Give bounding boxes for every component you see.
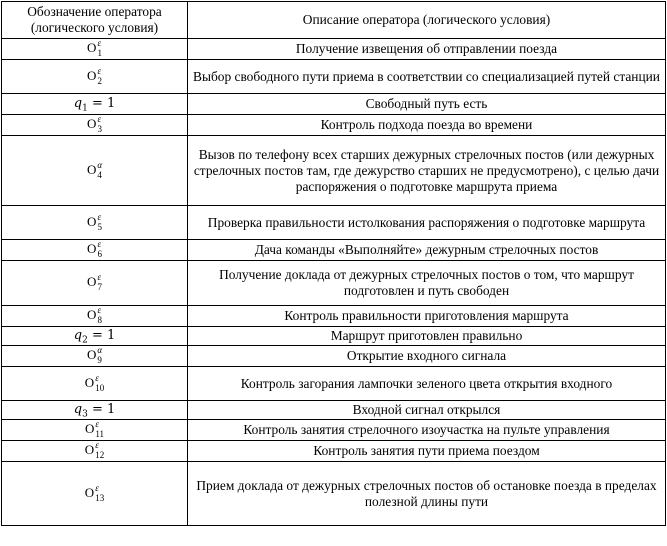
operator-indices xyxy=(97,307,102,325)
operator-base: O xyxy=(84,421,95,437)
operator-superscript: ε xyxy=(95,419,99,430)
operator-subscript: 1 xyxy=(97,48,102,59)
operator-description: Выбор свободного пути приема в соответствии со специализацией путей станции xyxy=(188,60,666,94)
operator-superscript: ε xyxy=(97,38,101,49)
operator-symbol xyxy=(2,240,188,261)
operator-superscript: ε xyxy=(95,372,99,383)
operator-symbol xyxy=(2,261,188,306)
operator-base: O xyxy=(87,40,97,55)
condition-equals: = 1 xyxy=(91,328,116,344)
operator-symbol xyxy=(2,367,188,401)
operator-superscript: ε xyxy=(95,482,99,493)
operator-symbol xyxy=(2,441,188,462)
operator-superscript: α xyxy=(97,345,103,356)
operator-description: Контроль загорания лампочки зеленого цвета открытия входного xyxy=(188,367,666,401)
operator-indices xyxy=(95,482,105,503)
operator-indices xyxy=(97,211,102,232)
condition-equals: = 1 xyxy=(91,402,116,418)
operator-description: Вызов по телефону всех старших дежурных стрелочных постов (или дежурных стрелочных постов там, где дежурство старших не предусмотрено), с целью дачи распоряжения о подготовке маршрута приема xyxy=(188,136,666,206)
condition-symbol xyxy=(2,327,188,346)
operator-indices xyxy=(95,372,105,393)
operator-base: O xyxy=(86,161,97,177)
operator-description: Проверка правильности истолкования распоряжения о подготовке маршрута xyxy=(188,206,666,240)
operator-symbol xyxy=(2,115,188,136)
operator-symbol xyxy=(2,206,188,240)
header-designation: Обозначение оператора (логического условия) xyxy=(2,2,188,39)
table-row xyxy=(2,401,666,420)
operator-description: Контроль занятия стрелочного изоучастка на пульте управления xyxy=(188,420,666,441)
operator-base: O xyxy=(84,484,95,500)
operator-description: Прием доклада от дежурных стрелочных постов об остановке поезда в пределах полезной длины пути xyxy=(188,462,666,526)
condition-subscript: 2 xyxy=(82,335,88,346)
operator-subscript: 2 xyxy=(97,75,102,86)
operator-description: Контроль правильности приготовления маршрута xyxy=(188,306,666,327)
operator-description: Получение извещения об отправлении поезда xyxy=(188,39,666,60)
table-row xyxy=(2,240,666,261)
operator-indices xyxy=(97,241,102,259)
operator-indices xyxy=(97,116,102,134)
operator-description: Дача команды «Выполняйте» дежурным стрелочных постов xyxy=(188,240,666,261)
operator-subscript: 9 xyxy=(97,355,102,366)
header-description: Описание оператора (логического условия) xyxy=(188,2,666,39)
table-row xyxy=(2,441,666,462)
table-row xyxy=(2,306,666,327)
operators-table xyxy=(1,1,666,526)
operator-subscript: 10 xyxy=(95,382,105,393)
operator-base: O xyxy=(84,442,95,458)
operator-symbol xyxy=(2,420,188,441)
table-row xyxy=(2,206,666,240)
operator-subscript: 5 xyxy=(97,221,102,232)
operator-base: O xyxy=(87,274,97,290)
operator-indices xyxy=(97,274,102,292)
condition-symbol xyxy=(2,401,188,420)
table-row xyxy=(2,420,666,441)
condition-variable: q xyxy=(73,328,83,344)
table-row xyxy=(2,346,666,367)
operator-superscript: α xyxy=(97,159,103,170)
operator-description: Получение доклада от дежурных стрелочных постов о том, что маршрут подготовлен и путь свободен xyxy=(188,261,666,306)
operator-superscript: ε xyxy=(97,211,101,222)
operator-symbol xyxy=(2,136,188,206)
operator-indices xyxy=(95,421,104,439)
condition-equals: = 1 xyxy=(91,96,116,112)
operator-subscript: 11 xyxy=(95,429,105,440)
operator-base: O xyxy=(87,116,97,132)
table-row xyxy=(2,115,666,136)
table-row xyxy=(2,261,666,306)
operator-symbol xyxy=(2,462,188,526)
table-row xyxy=(2,462,666,526)
operator-symbol xyxy=(2,306,188,327)
operator-description: Свободный путь есть xyxy=(188,94,666,115)
operator-description: Входной сигнал открылся xyxy=(188,401,666,420)
operator-superscript: ε xyxy=(97,239,101,250)
operator-base: O xyxy=(87,241,97,257)
operator-indices xyxy=(97,159,103,180)
condition-variable: q xyxy=(73,96,83,112)
operator-symbol xyxy=(2,60,188,94)
operator-superscript: ε xyxy=(97,272,101,283)
header-row xyxy=(2,2,666,39)
operator-symbol xyxy=(2,39,188,60)
table-row xyxy=(2,94,666,115)
operator-base: O xyxy=(84,374,95,390)
operator-symbol xyxy=(2,346,188,367)
condition-subscript: 1 xyxy=(82,103,88,114)
table-row xyxy=(2,327,666,346)
operator-indices xyxy=(97,65,102,86)
operator-subscript: 12 xyxy=(95,450,105,461)
operator-description: Открытие входного сигнала xyxy=(188,346,666,367)
operator-indices xyxy=(97,347,102,365)
condition-symbol xyxy=(2,94,188,115)
operator-subscript: 3 xyxy=(97,124,102,135)
operator-description: Маршрут приготовлен правильно xyxy=(188,327,666,346)
operator-superscript: ε xyxy=(97,114,101,125)
operator-base: O xyxy=(86,347,97,363)
condition-variable: q xyxy=(73,402,83,418)
operator-indices xyxy=(97,40,102,58)
operator-subscript: 13 xyxy=(95,492,105,503)
table-row xyxy=(2,39,666,60)
operator-subscript: 7 xyxy=(97,282,102,293)
table-row xyxy=(2,60,666,94)
operator-superscript: ε xyxy=(95,440,99,451)
operator-indices xyxy=(95,442,104,460)
operator-superscript: ε xyxy=(97,305,101,316)
table-row xyxy=(2,136,666,206)
operator-base: O xyxy=(87,213,97,229)
operator-base: O xyxy=(87,67,97,83)
operator-description: Контроль занятия пути приема поездом xyxy=(188,441,666,462)
operator-subscript: 4 xyxy=(97,169,102,180)
operator-superscript: ε xyxy=(97,65,101,76)
operator-description: Контроль подхода поезда во времени xyxy=(188,115,666,136)
condition-subscript: 3 xyxy=(82,409,88,420)
operator-base: O xyxy=(87,307,97,323)
operator-subscript: 6 xyxy=(97,249,102,260)
operator-subscript: 8 xyxy=(97,315,102,326)
table-row xyxy=(2,367,666,401)
